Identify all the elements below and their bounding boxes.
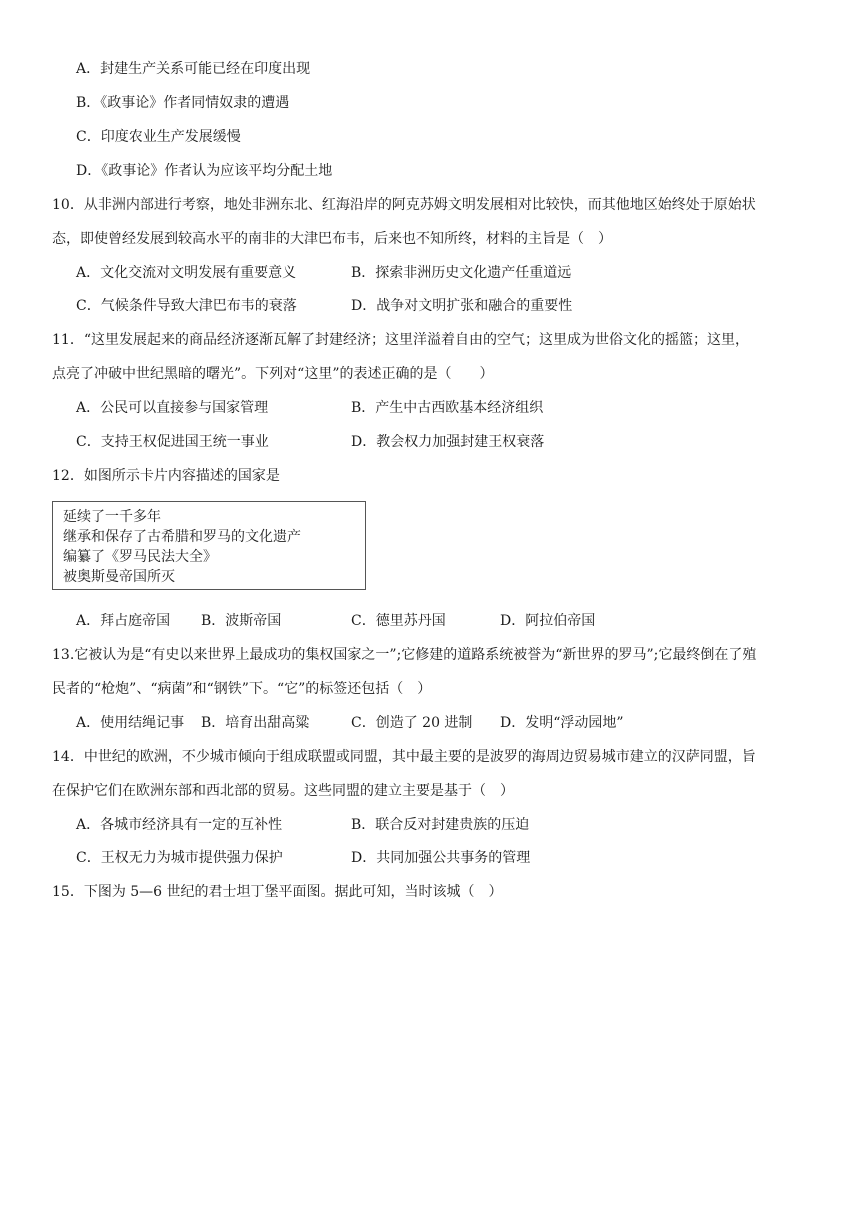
- q15-stem: 15．下图为 5—6 世纪的君士坦丁堡平面图。据此可知，当时该城（ ）: [52, 884, 503, 900]
- card-line: 被奥斯曼帝国所灭: [63, 569, 175, 585]
- q11-stem-line2: 点亮了冲破中世纪黑暗的曙光”。下列对“这里”的表述正确的是（ ）: [52, 366, 494, 382]
- q14-stem-line1: 14．中世纪的欧洲，不少城市倾向于组成联盟或同盟，其中最主要的是波罗的海周边贸易城市建立的汉萨同盟，旨: [52, 749, 756, 765]
- q9-option-b: B．《政事论》作者同情奴隶的遭遇: [76, 95, 290, 111]
- q10-option-c: C．气候条件导致大津巴布韦的衰落: [76, 298, 297, 314]
- q11-option-b: B．产生中古西欧基本经济组织: [351, 400, 544, 416]
- q13-option-c: C．创造了 20 进制: [351, 715, 473, 731]
- q13-stem-line2: 民者的“枪炮”、“病菌”和“钢铁”下。“它”的标签还包括（ ）: [52, 681, 432, 697]
- q12-option-a: A．拜占庭帝国: [76, 613, 171, 629]
- q10-stem-line1: 10．从非洲内部进行考察，地处非洲东北、红海沿岸的阿克苏姆文明发展相对比较快，而其他地区始终处于原始状: [52, 197, 756, 213]
- q14-option-a: A．各城市经济具有一定的互补性: [76, 817, 283, 833]
- q12-stem: 12．如图所示卡片内容描述的国家是: [52, 468, 280, 484]
- card-line: 延续了一千多年: [63, 509, 161, 525]
- q10-option-d: D．战争对文明扩张和融合的重要性: [351, 298, 573, 314]
- q11-stem-line1: 11．“这里发展起来的商品经济逐渐瓦解了封建经济；这里洋溢着自由的空气；这里成为世俗文化的摇篮；这里，: [52, 332, 749, 348]
- q14-option-c: C．王权无力为城市提供强力保护: [76, 850, 283, 866]
- info-card: [52, 501, 366, 590]
- q9-option-c: C．印度农业生产发展缓慢: [76, 129, 241, 145]
- q13-option-d: D．发明“浮动园地”: [500, 715, 624, 731]
- card-line: 继承和保存了古希腊和罗马的文化遗产: [63, 529, 301, 545]
- q14-option-d: D．共同加强公共事务的管理: [351, 850, 531, 866]
- q9-option-a: A．封建生产关系可能已经在印度出现: [76, 61, 311, 77]
- q13-option-a: A．使用结绳记事: [76, 715, 185, 731]
- q13-stem-line1: 13.它被认为是“有史以来世界上最成功的集权国家之一”;它修建的道路系统被誉为“新世界的罗马”;它最终倒在了殖: [52, 647, 757, 663]
- q13-option-b: B．培育出甜高粱: [201, 715, 310, 731]
- q12-option-c: C．德里苏丹国: [351, 613, 446, 629]
- q12-option-d: D．阿拉伯帝国: [500, 613, 596, 629]
- q11-option-d: D．教会权力加强封建王权衰落: [351, 434, 545, 450]
- q11-option-c: C．支持王权促进国王统一事业: [76, 434, 269, 450]
- q14-stem-line2: 在保护它们在欧洲东部和西北部的贸易。这些同盟的建立主要是基于（ ）: [52, 783, 514, 799]
- card-line: 编纂了《罗马民法大全》: [63, 549, 217, 565]
- q14-option-b: B．联合反对封建贵族的压迫: [351, 817, 530, 833]
- q10-option-a: A．文化交流对文明发展有重要意义: [76, 265, 297, 281]
- q9-option-d: D．《政事论》作者认为应该平均分配土地: [76, 163, 333, 179]
- q12-option-b: B．波斯帝国: [201, 613, 282, 629]
- q10-option-b: B．探索非洲历史文化遗产任重道远: [351, 265, 572, 281]
- q11-option-a: A．公民可以直接参与国家管理: [76, 400, 269, 416]
- q10-stem-line2: 态，即使曾经发展到较高水平的南非的大津巴布韦，后来也不知所终，材料的主旨是（ ）: [52, 231, 612, 247]
